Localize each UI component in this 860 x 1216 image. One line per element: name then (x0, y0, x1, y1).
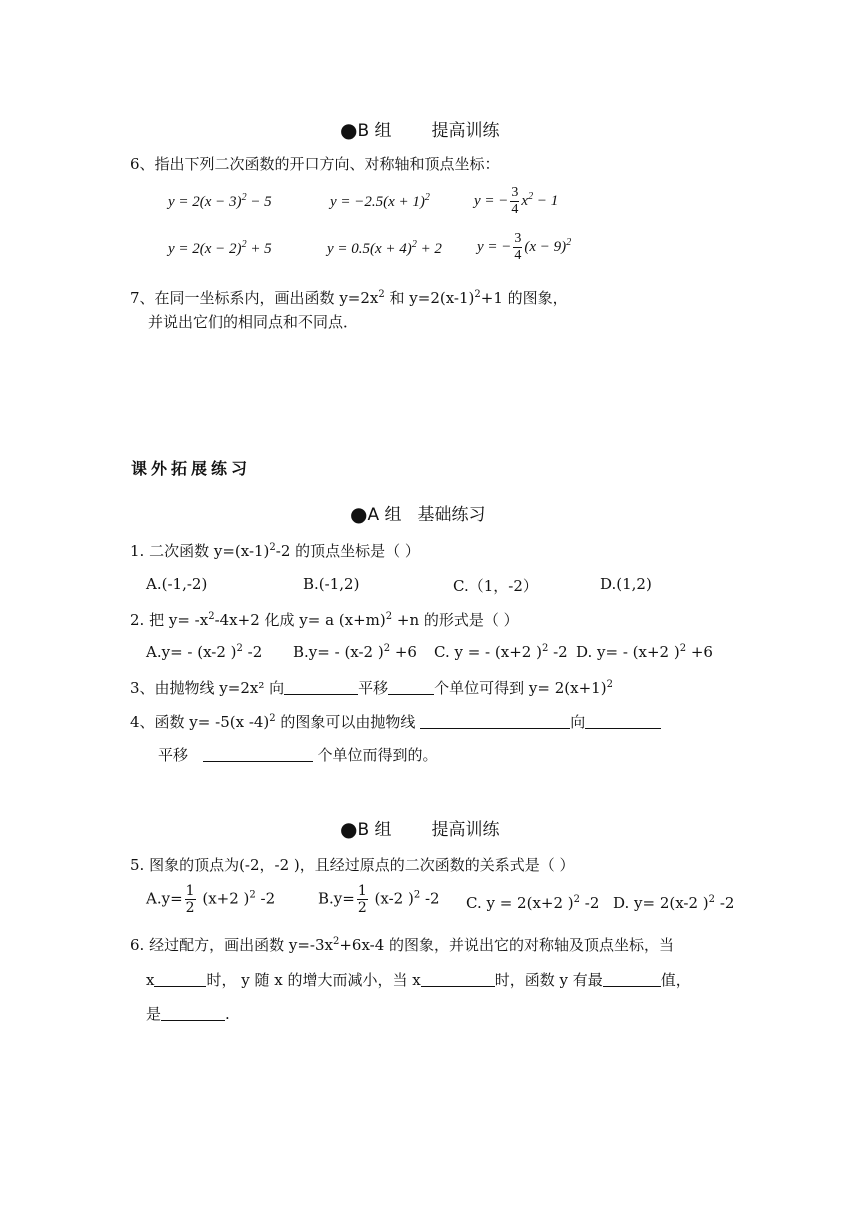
answer-blank[interactable] (203, 747, 313, 762)
group-title: 提高训练 (431, 121, 500, 141)
answer-blank[interactable] (603, 972, 661, 987)
group-label: A 组 (367, 505, 402, 525)
problem-2-option-d: D. y= - (x+2 )$^2$ +6 (576, 643, 713, 661)
group-title: 基础练习 (417, 505, 486, 525)
question-6: 6、指出下列二次函数的开口方向、对称轴和顶点坐标： (130, 155, 500, 173)
section-heading-b2 (340, 815, 500, 841)
problem-4-line2: 平移 个单位而得到的。 (158, 746, 438, 764)
answer-blank[interactable] (420, 714, 570, 729)
formula-1: $y = 2(x - 3)^2 - 5$ (168, 192, 272, 210)
problem-4-line1: 4、函数 y= -5(x -4)$^2$ 的图象可以由抛物线 向 (130, 711, 661, 732)
answer-blank[interactable] (284, 680, 358, 695)
problem-1: 1. 二次函数 $y=(x-1)^2-2$ 的顶点坐标是（ ） (130, 542, 420, 560)
bullet-dot: ● (350, 502, 368, 526)
group-label: B 组 (357, 820, 392, 840)
answer-blank[interactable] (161, 1006, 225, 1021)
problem-2-option-a: A.y= - (x-2 )$^2$ -2 (146, 643, 263, 661)
formula-6: y = − $\frac{3}{4}$ $(x - 9)^2$ (477, 231, 572, 263)
question-7-line1: 7、在同一坐标系内，画出函数 $y=2x^2$ 和 $y=2(x-1)^2+1$ 的图象， (130, 289, 568, 307)
formula-4: $y = 2(x - 2)^2 + 5$ (168, 239, 272, 257)
formula-3: y = − $\frac{3}{4}$ $x^2 - 1$ (474, 185, 559, 217)
bullet-dot: ● (340, 817, 358, 841)
answer-blank[interactable] (388, 680, 434, 695)
problem-6-line3: 是 . (146, 1005, 230, 1023)
problem-5-option-a: A.y= $\frac{1}{2}$ (x+2 )$^2$ -2 (146, 883, 276, 916)
formula-5: $y = 0.5(x + 4)^2 + 2$ (327, 239, 442, 257)
group-title: 提高训练 (431, 820, 500, 840)
section-heading-b1 (340, 116, 500, 142)
problem-5-option-c: C. y = 2(x+2 )$^2$ -2 (466, 894, 600, 912)
answer-blank[interactable] (154, 972, 206, 987)
problem-2: 2. 把 $y= -x^2-4x+2$ 化成 y= a $(x+m)^2 +n$ 的形式是（ ） (130, 611, 519, 629)
answer-blank[interactable] (585, 714, 661, 729)
problem-3: 3、由抛物线 y=2x² 向 平移 个单位可得到 $y= 2(x+1)^2$ (130, 679, 613, 697)
problem-2-option-b: B.y= - (x-2 )$^2$ +6 (293, 643, 417, 661)
formula-2: $y = -2.5(x + 1)^2$ (330, 192, 430, 210)
question-7-line2: 并说出它们的相同点和不同点． (148, 313, 359, 331)
section-heading-a (350, 500, 486, 526)
problem-1-option-a: A.(-1,-2) (146, 575, 208, 593)
problem-2-option-c: C. y = - (x+2 )$^2$ -2 (434, 643, 568, 661)
problem-6-line2: x 时， y 随 x 的增大而减小，当 x 时，函数 y 有最 值， (146, 971, 691, 989)
problem-5-option-b: B.y= $\frac{1}{2}$ (x-2 )$^2$ -2 (318, 883, 440, 916)
problem-1-option-d: D.(1,2) (600, 575, 652, 593)
problem-5: 5. 图象的顶点为(-2，-2 )，且经过原点的二次函数的关系式是（ ） (130, 856, 575, 874)
problem-1-option-b: B.(-1,2) (303, 575, 360, 593)
problem-6-line1: 6. 经过配方，画出函数 $y=-3x^2+6x-4$ 的图象，并说出它的对称轴及顶点坐标，当 (130, 936, 675, 954)
bullet-dot: ● (340, 118, 358, 142)
group-label: B 组 (357, 121, 392, 141)
problem-1-option-c: C.（1，-2） (453, 577, 538, 595)
answer-blank[interactable] (421, 972, 495, 987)
problem-5-option-d: D. y= 2(x-2 )$^2$ -2 (613, 894, 735, 912)
extra-practice-title: 课外拓展练习 (131, 459, 252, 478)
